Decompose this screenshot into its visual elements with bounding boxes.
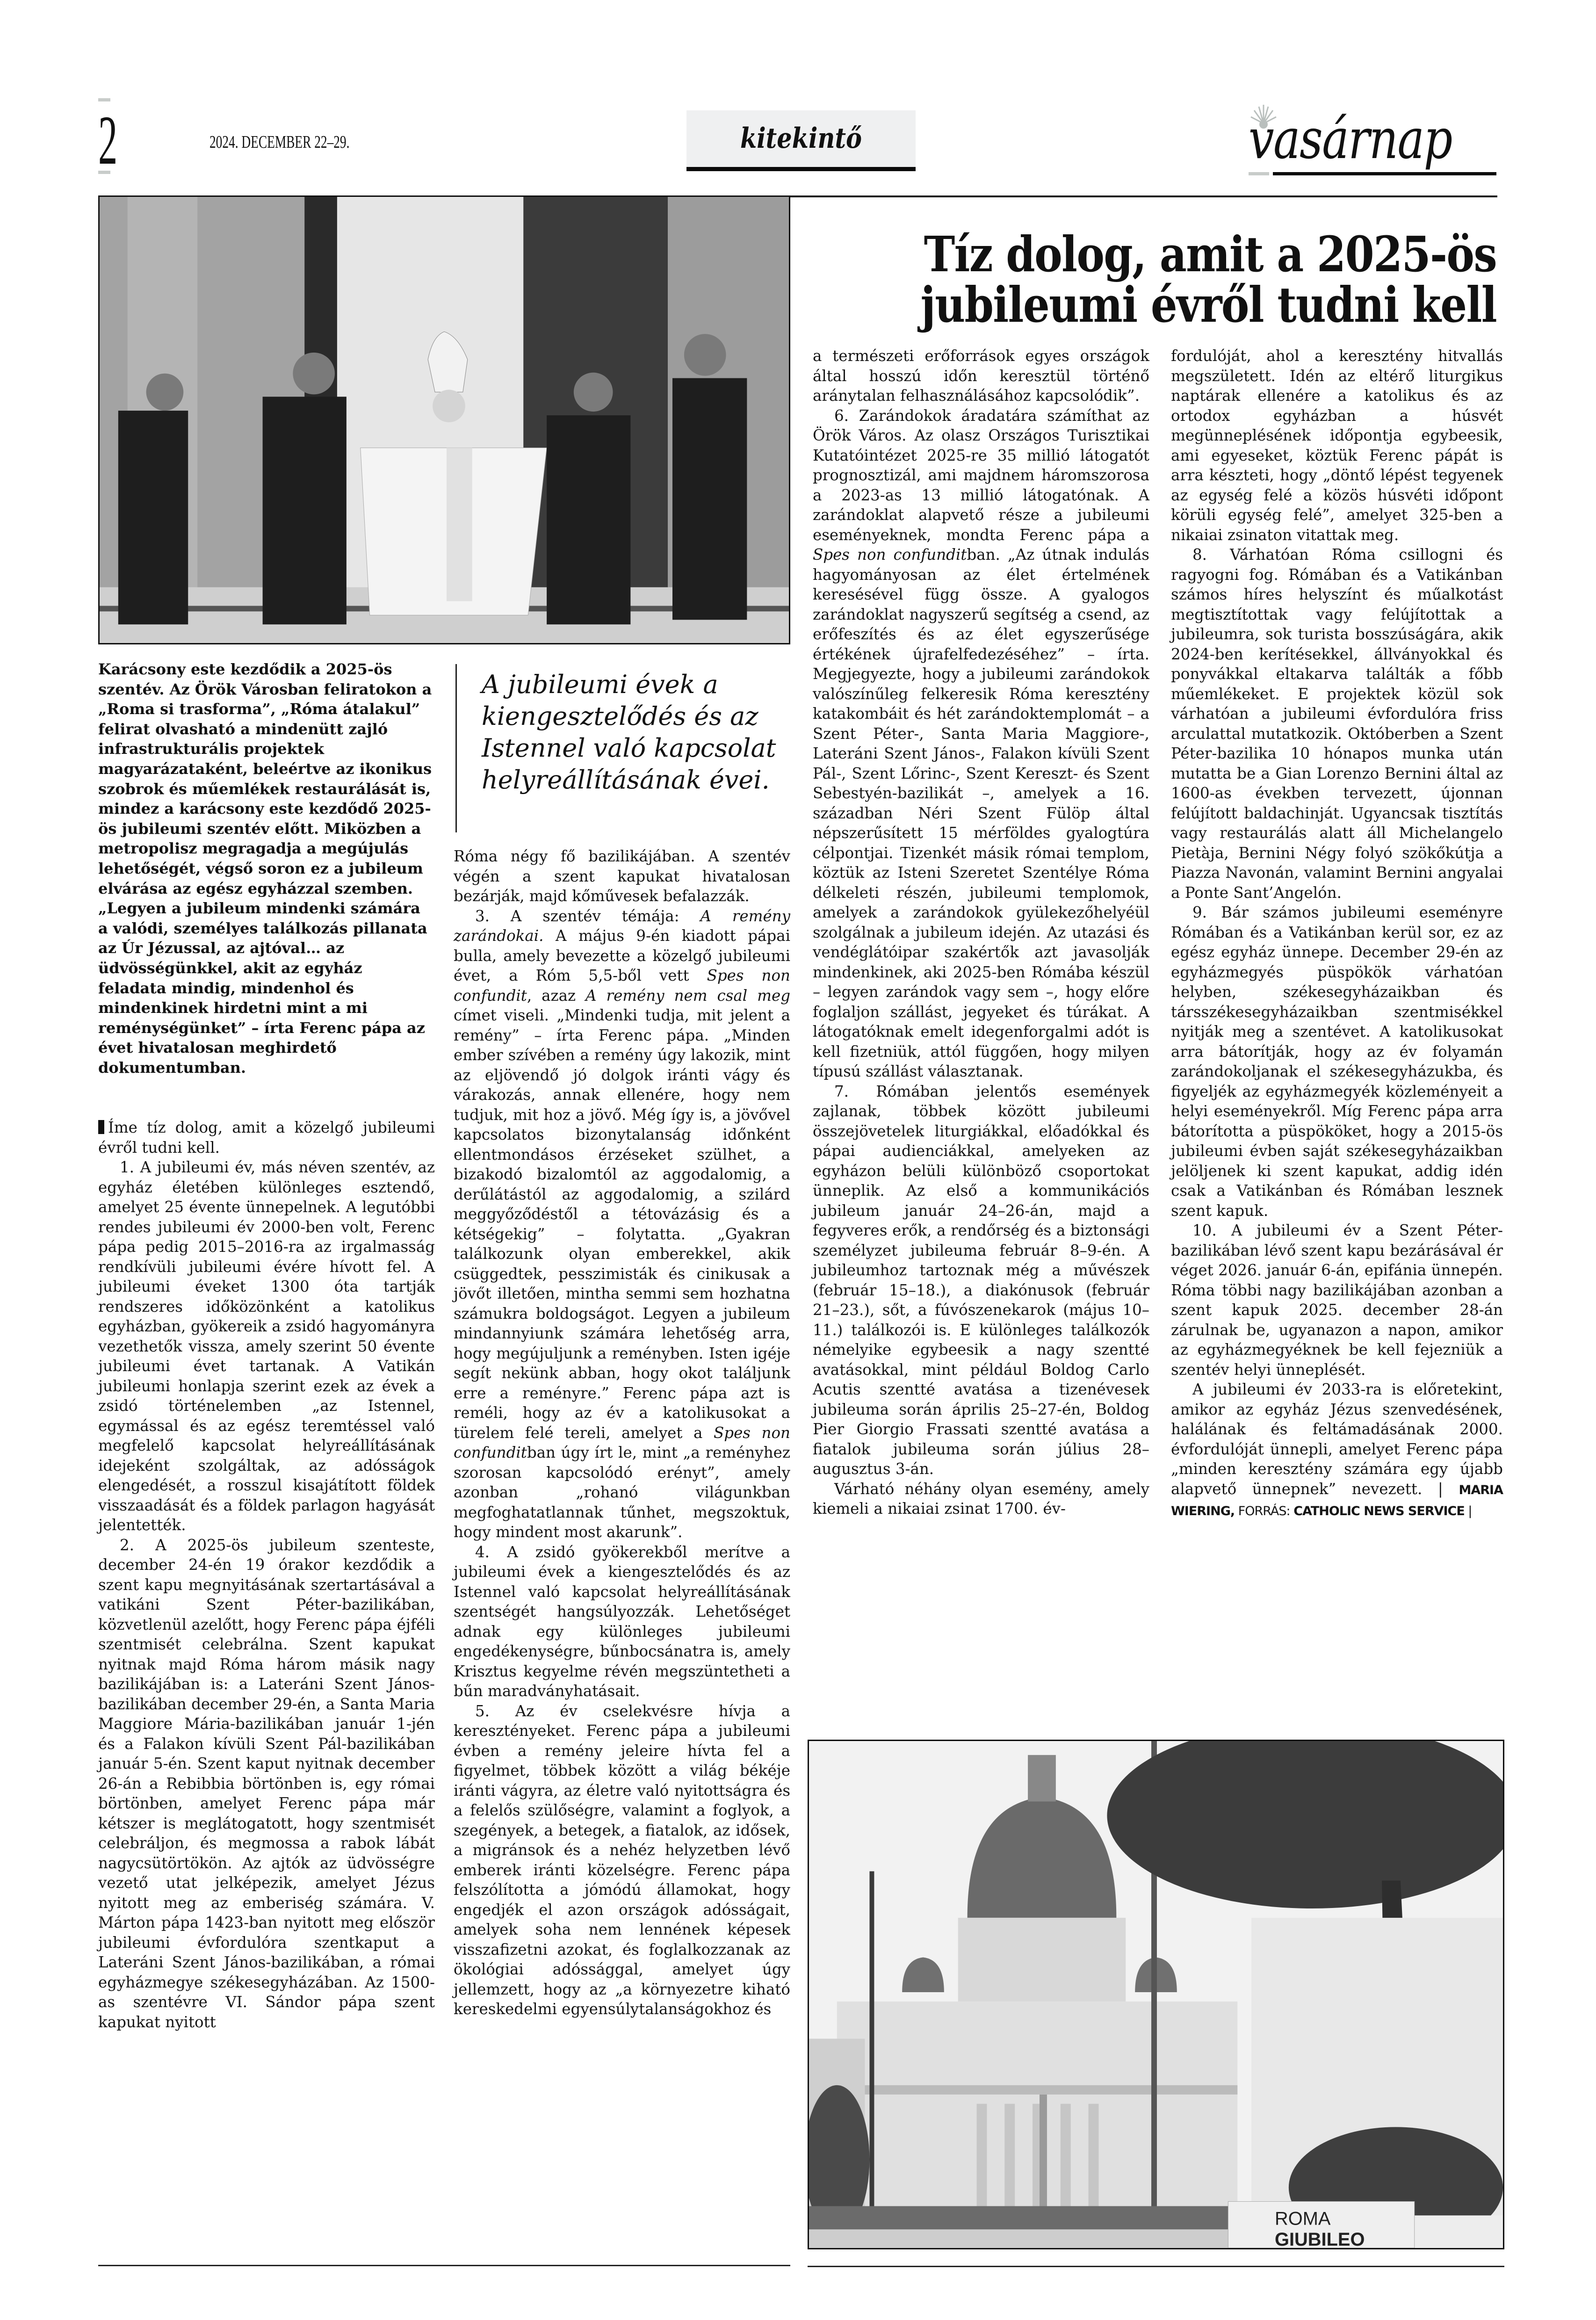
item-3-text: A május 9-én kiadott pápai bulla, amely bevezette a közelgő jubileumi évet, a Róm 5,5-ből vett xyxy=(454,927,790,984)
bull-title-italic: Spes non confundit xyxy=(454,967,790,1005)
page-number-rule-top xyxy=(98,98,110,101)
item-3-paragraph xyxy=(454,906,790,1542)
item-7-paragraph: 7. Rómában jelentős események zajlanak, többek között jubileumi összejövetelek liturgiákkal, előadókkal és pápai audienciákkal, amelyeken az egyházon belüli különböző csoportokat ünneplik. Az első a kommunikációs jubileum január 24–26-án, majd a fegyveres erők, a rendőrség és a biztonsági személyzet jubileuma február 8–9-én. A jubileumhoz tartoznak még a művészek (február 15–18.), a diakónusok (február 21–23.), sőt, a fúvószenekarok (május 10–11.) találkozói is. E különleges találkozók némelyike egybeesik a nagy szentté avatásokkal, mint például Boldog Carlo Acutis szentté avatása a tizenévesek jubileuma során április 25–27-én, Boldog Pier Giorgio Frassati szentté avatása a fiatalok jubileuma során július 28–augusztus 3-án. xyxy=(813,1082,1149,1478)
brand-logo[interactable] xyxy=(1244,103,1496,178)
section-label: kitekintő xyxy=(740,122,862,155)
footer-rule-left xyxy=(98,2265,790,2266)
item-7b-paragraph: Várható néhány olyan esemény, amely kiemeli a nikaiai zsinat 1700. év- xyxy=(813,1480,1149,1518)
intro-text: Íme tíz dolog, amit a közelgő jubileumi évről tudni kell. xyxy=(98,1119,435,1156)
brand-name: vasárnap xyxy=(1249,107,1452,171)
banner-line-2: GIUBILEO xyxy=(1274,2229,1365,2248)
body-column-1 xyxy=(98,1118,435,2032)
body-column-2 xyxy=(454,846,790,2019)
article-headline xyxy=(804,225,1496,333)
closing-text: A jubileumi év 2033-ra is előretekint, amikor az egyház Jézus szenvedésének, halálának és feltámadásának 2000. évfordulóját ünnepli, amelyet Ferenc pápa „minden keresztény számára egy újabb alapvető ünnepnek” nevezett. | xyxy=(1171,1380,1503,1498)
item-4-paragraph: 4. A zsidó gyökerekből merítve a jubileumi évek a kiengesztelődés és az Istennel való kapcsolat helyreállításának szentségét hangsúlyozzák. Lehetőséget adnak egy különleges jubileumi engedékenységre, bűnbocsánatra is, amely Krisztus kegyelme révén megszüntetheti a bűn maradványhatásait. xyxy=(454,1543,790,1700)
item-3-text: címet viseli. „Mindenki tudja, mit jelent a remény” – írta Ferenc pápa. „Minden ember szívében a remény úgy lakozik, mint az eljövendő jó dolgok iránti vágy és várakozás, annak ellenére, hogy nem tudjuk, mit hoz a jövő. Még így is, a jövővel kapcsolatos bizonytalanság időnként ellentmondásos érzéseket szülhet, a bizakodó bizalomtól az aggodalomig, a derűlátástól az aggodalomig, a szilárd meggyőződéstől a tétovázásig és a kétségekig” – folytatta. „Gyakran találkozunk olyan emberekkel, akik csüggedtek, pesszimisták és cinikusak a jövőt illetően, mintha semmi sem hozhatna számukra boldogságot. Legyen a jubileum mindannyiunk számára lehetőség arra, hogy megújuljunk a reményben. Isten igéje segít nekünk abban, hogy okot találjunk erre a reményre.” Ferenc pápa azt is reméli, hogy az év a katolikusokat a türelem felé tereli, amelyet a xyxy=(454,1006,790,1442)
item-2-paragraph: 2. A 2025-ös jubileum szenteste, december 24-én 19 órakor kezdődik a szent kapu megnyitásának szertartásával a vatikáni Szent Péter-bazilikában, közvetlenül azelőtt, hogy Ferenc pápa éjféli szentmisét celebrálna. Szent kapukat nyitnak majd Róma három másik nagy bazilikájában is: a Lateráni Szent János-bazilikában december 29-én, a Santa Maria Maggiore Mária-bazilikában január 1-jén és a Falakon kívüli Szent Pál-bazilikában január 5-én. Szent kaput nyitnak december 26-án a Rebibbia börtönben is, egy római börtönben, amelyet Ferenc pápa már kétszer is meglátogatott, hogy szentmisét celebráljon, és megmossa a rabok lábát nagycsütörtökön. Az ajtók az üdvösségre vezető utat jelképezik, amelyet Jézus nyitott meg az emberiség számára. V. Márton pápa 1423-ban nyitott meg először jubileumi évfordulóra szentkaput a Lateráni Szent János-bazilikában, a római egyházmegye székesegyházában. Az 1500-as szentévre VI. Sándor pápa szent kapukat nyitott xyxy=(98,1536,435,2031)
article-lead: Karácsony este kezdődik a 2025-ös szentév. Az Örök Városban feliratokon a „Roma si trasforma”, „Róma átalakul” felirat olvasható a mindenütt zajló infrastrukturális projektek magyarázataként, beleértve az ikonikus szobrok és műemlékek restaurálását is, mindez a karácsony este kezdődő 2025-ös jubileumi szentév előtt. Miközben a metropolisz megragadja a megújulás lehetőségét, végső soron ez a jubileum elvárása az egész egyházzal szemben. „Legyen a jubileum mindenki számára a valódi, személyes találkozás pillanata az Úr Jézussal, az ajtóval… az üdvösségünkkel, akit az egyház feladata mindig, mindenhol és mindenkinek hirdetni mint a mi reménységünket” – írta Ferenc pápa az évet hivatalosan meghirdető dokumentumban. xyxy=(98,660,432,1077)
byline-source: CATHOLIC NEWS SERVICE xyxy=(1293,1504,1465,1518)
item-10-paragraph: 10. A jubileumi év a Szent Péter-bazilikában lévő szent kapu bezárásával ér véget 2026. január 6-án, epifánia ünnepén. Róma többi nagy bazilikájában azonban a szent kapuk 2025. december 28-án zárulnak be, ugyanazon a napon, amikor az egyházmegyéknek be kell fejezniük a szentév helyi ünneplését. xyxy=(1171,1221,1503,1379)
item-9-paragraph: 9. Bár számos jubileumi eseményre Rómában és a Vatikánban kerül sor, ez az egész egyház ünnepe. December 29-én az egyházmegyés püspökök várhatóan helyben, székesegyházaikban és társszékesegyházaikban szentmisékkel nyitják meg a szentévet. A katolikusokat arra bátorítják, hogy az év folyamán zarándokoljanak el székesegyházukba, és figyeljék az egyházmegyék közleményeit a helyi eseményekről. Míg Ferenc pápa arra bátorította a püspököket, hogy a 2015-ös jubileumi évben saját székesegyházaikban jelöljenek ki szent kapukat, addig idén csak a Vatikánban és Rómában lesznek szent kapuk. xyxy=(1171,903,1503,1220)
item-2-continued: Róma négy fő bazilikájában. A szentév végén a szent kapukat hivatalosan bezárják, majd kőművesek befalazzák. xyxy=(454,847,790,905)
closing-paragraph xyxy=(1171,1380,1503,1522)
item-5-continued: a természeti erőforrások egyes országok által hosszú időn keresztül történő aránytalan felhasználásához kapcsolódik”. xyxy=(813,347,1149,405)
item-3-theme-italic: A remény zarándokai. xyxy=(454,907,790,945)
brand-rule xyxy=(1273,172,1496,175)
banner-line-1: ROMA xyxy=(1274,2208,1331,2229)
item-5-paragraph: 5. Az év cselekvésre hívja a keresztényeket. Ferenc pápa a jubileumi évben a remény jeleire hívta fel a figyelmet, többek között a világ békéje iránti vágyra, az életre való nyitottságra és a felelős szülőségre, valamint a foglyok, a szegények, a betegek, a fiatalok, az idősek, a migránsok és a nehéz helyzetben lévő emberek iránti közelségre. Ferenc pápa felszólította a jómódú államokat, hogy engedjék el azon országok adósságait, amelyek soha nem lennének képesek visszafizetni azokat, és foglalkozzanak az ökológiai adóssággal, amelyet úgy jellemzett, hogy az „a környezetre kiható kereskedelmi egyensúlytalanságokhoz és xyxy=(454,1702,790,2018)
intro-paragraph xyxy=(98,1118,435,1157)
item-3-text: , azaz xyxy=(527,986,586,1005)
section-tab[interactable] xyxy=(686,110,916,171)
brand-rule-accent xyxy=(1249,172,1269,175)
item-6-paragraph xyxy=(813,406,1149,1082)
byline-source-label: FORRÁS: xyxy=(1235,1504,1294,1518)
bull-title-italic: Spes non confundit xyxy=(813,546,967,564)
photo-holy-door-image xyxy=(100,197,789,643)
byline-end: | xyxy=(1464,1504,1472,1518)
photo-holy-door xyxy=(98,195,790,644)
photo-st-peters xyxy=(808,1740,1504,2249)
headline-line-2: jubileumi évről tudni kell xyxy=(920,276,1496,333)
item-3-text: 3. A szentév témája: xyxy=(475,907,701,925)
byline-author: MARIA WIERING, xyxy=(1171,1482,1503,1518)
bull-title-italic: Spes non confundit xyxy=(454,1424,790,1461)
pullquote-rule xyxy=(455,664,457,832)
body-column-3 xyxy=(813,346,1149,1519)
headline-line-1: Tíz dolog, amit a 2025-ös xyxy=(924,225,1496,283)
item-6-text: ban. „Az útnak indulás hagyományosan az élet értelmének keresésével függ össze. A gyalogos zarándoklat nagyszerű segítség a csend, az erőfeszítés és az élet egyszerűsége értékének újrafelfedezéséhez” – írta. Megjegyezte, hogy a jubileumi zarándokok valószínűleg felkeresik Róma keresztény katakombáit és hét zarándoktemplomát – a Szent Péter-, Santa Maria Maggiore-, Lateráni Szent János-, Falakon kívüli Szent Pál-, Szent Lőrinc-, Szent Kereszt- és Szent Sebestyén-bazilikát –, amelyek a 16. században Néri Szent Fülöp által népszerűsített 15 mérföldes gyalogtúra célpontjai. Tizenkét másik római templom, köztük az Isteni Szeretet Szentélye Róma délkeleti részén, jubileumi templomok, amelyek a zarándokok gyülekezőhelyéül szolgálnak a jubileum idején. Az utazási és vendéglátóipar szakértők azt javasolják mindenkinek, aki 2025-ben Rómába készül – legyen zarándok vagy sem –, hogy előre foglaljon szállást, jegyeket és túrákat. A látogatóknak emelt idegenforgalmi adót is kell fizetniük, attól függően, hogy milyen típusú szállást választanak. xyxy=(813,546,1149,1080)
paragraph-marker-icon xyxy=(98,1120,104,1134)
item-3-text: ban úgy írt le, mint „a reményhez szorosan kapcsolódó erényt”, amely azonban „rohanó világunkban megfoghatatlannak tűnhet, megszoktuk, hogy mindent most akarunk”. xyxy=(454,1444,790,1541)
item-1-paragraph: 1. A jubileumi év, más néven szentév, az egyház életében különleges esztendő, amelyet 25 évente ünnepelnek. A legutóbbi rendes jubileumi év 2000-ben volt, Ferenc pápa pedig 2015–2016-ra az irgalmasság rendkívüli jubileumi évére hívott fel. A jubileumi éveket 1300 óta tartják rendszeres időközönként a katolikus egyházban, gyökereik a zsidó hagyományra vezethetők vissza, amely szerint 50 évente jubileumi évet tartanak. A Vatikán jubileumi honlapja szerint ezek az évek a zsidó történelemben „az Istennel, egymással és az egész teremtéssel való megfelelő kapcsolat helyreállításának idejeként szolgáltak, az adósságok elengedését, a rosszul kisajátított földek visszaadását és a földek parlagon hagyását jelentették. xyxy=(98,1158,435,1534)
bull-title-translation-italic: A remény nem csal meg xyxy=(585,986,790,1005)
page-number: 2 xyxy=(98,101,118,179)
item-7b-continued: fordulóját, ahol a keresztény hitvallás megszületett. Idén az eltérő liturgikus naptárak ellenére a katolikus és az ortodox egyházban a húsvét megünneplésének időpontja egybeesik, ami egyeseket, köztük Ferenc pápát is arra készteti, hogy „döntő lépést tegyenek az egység felé a közös húsvéti időpont körüli egység felé”, amelyet 325-ben a nikaiai zsinaton vitattak meg. xyxy=(1171,347,1503,544)
footer-rule-right xyxy=(808,2266,1504,2267)
issue-date: 2024. DECEMBER 22–29. xyxy=(209,132,350,152)
item-6-text: 6. Zarándokok áradatára számíthat az Örök Város. Az olasz Országos Turisztikai Kutatóintézet 2025-re 35 millió látogatót prognosztizál, ami majdnem háromszorosa a 2023-as 13 millió látogatónak. A zarándoklat alapvető része a jubileumi eseményeknek, mondta Ferenc pápa a xyxy=(813,406,1149,544)
pullquote: A jubileumi évek a kiengesztelődés és az Istennel való kapcsolat helyreállításának évei. xyxy=(482,670,776,795)
item-8-paragraph: 8. Várhatóan Róma csillogni és ragyogni fog. Rómában és a Vatikánban számos híres helyszínt és műalkotást megtisztítottak vagy felújítottak a jubileumra, sok turista bosszúságára, akik 2024-ben kerítésekkel, állványokkal és ponyvákkal eltakarva találták a főbb műemlékeket. E projektek közül sok várhatóan a jubileumi évfordulóra friss arculattal mutatkozik. Októberben a Szent Péter-bazilika 10 hónapos munka után mutatta be a Gian Lorenzo Bernini által az 1600-as években tervezett, újonnan felújított baldachinját. Ugyancsak tisztítás vagy restaurálás alatt áll Michelangelo Pietàja, Bernini Négy folyó szökőkútja a Piazza Navonán, valamint Bernini angyalai a Ponte Sant’Angelón. xyxy=(1171,546,1503,902)
body-column-4 xyxy=(1171,346,1503,1522)
photo-st-peters-image xyxy=(809,1741,1503,2248)
